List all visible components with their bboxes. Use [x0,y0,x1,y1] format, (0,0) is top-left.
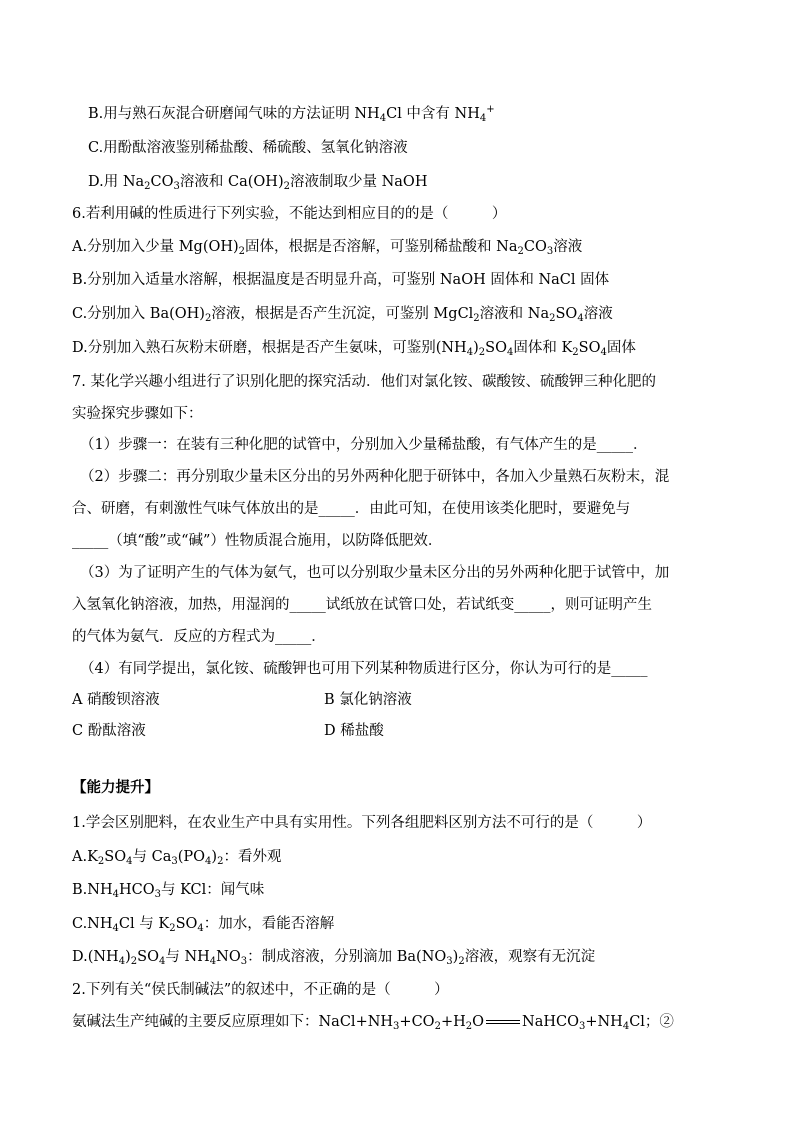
section-title: 【能力提升】 [72,779,159,796]
ap1-option-d: $D.(NH_4)_2SO_4$与 $NH_4NO_3$：制成溶液，分别滴加 $Ba(NO_3)_2$溶液，观察有无沉淀 [72,949,596,967]
q7-part4: （4）有同学提出，氯化铵、硫酸钾也可用下列某种物质进行区分，你认为可行的是_____ [80,661,648,677]
ap1-option-b: $B.NH_4HCO_3$与 KCl：闻气味 [72,882,265,900]
q7-part2-line1: （2）步骤二：再分别取少量未区分出的另外两种化肥于研钵中，各加入少量熟石灰粉末，混 [80,469,670,485]
ap1-option-a: $A.K_2SO_4$与 $Ca_3(PO_4)_2$：看外观 [72,849,282,867]
ap1-option-c: $C.NH_4Cl$ 与 $K_2SO_4$：加水，看能否溶解 [72,916,335,934]
q7-stem-line2: 实验探究步骤如下： [72,406,203,422]
ap2-stem: 2.下列有关“侯氏制碱法”的叙述中，不正确的是（ ） [72,982,449,998]
ap2-equation: 氨碱法生产纯碱的主要反应原理如下：$NaCl+NH_3+CO_2+H_2O$ $NaHCO_3+NH_4Cl$；② [72,1014,674,1032]
q7-option-a: A 硝酸钡溶液 [72,692,160,708]
q7-option-d: D 稀盐酸 [324,723,384,739]
q5-option-c: C.用酚酞溶液鉴别稀盐酸、稀硫酸、氢氧化钠溶液 [88,140,408,156]
ap1-stem: 1.学会区别肥料，在农业生产中具有实用性。下列各组肥料区别方法不可行的是（ ） [72,815,652,831]
q6-option-a: A.分别加入少量 $Mg(OH)_2$固体，根据是否溶解，可鉴别稀盐酸和 $Na_2CO_3$溶液 [72,239,583,257]
q6-stem: 6.若利用碱的性质进行下列实验，不能达到相应目的的是（ ） [72,206,507,222]
q7-option-b: B 氯化钠溶液 [324,692,412,708]
q7-part3-line2: 入氢氧化钠溶液，加热，用湿润的_____试纸放在试管口处，若试纸变_____，则可证明产生 [72,597,652,613]
q6-option-c: C.分别加入 $Ba(OH)_2$溶液，根据是否产生沉淀，可鉴别 MgCl$_2$溶液和 $Na_2SO_4$溶液 [72,306,613,324]
q7-part2-line3: _____（填“酸”或“碱”）性物质混合施用，以防降低肥效． [72,533,443,549]
q6-option-d: D.分别加入熟石灰粉末研磨，根据是否产生氨味，可鉴别$(NH_4)_2SO_4$固体和 $K_2SO_4$固体 [72,340,636,358]
q7-part3-line1: （3）为了证明产生的气体为氨气，也可以分别取少量未区分出的另外两种化肥于试管中，加 [80,565,670,581]
q5-option-d: D.用 $Na_2CO_3$溶液和 $Ca(OH)_2$溶液制取少量 NaOH [88,174,428,192]
q7-part3-line3: 的气体为氨气．反应的方程式为_____． [72,629,326,645]
q7-option-c: C 酚酞溶液 [72,723,146,739]
q6-option-b: B.分别加入适量水溶解，根据温度是否明显升高，可鉴别 NaOH 固体和 NaCl 固体 [72,272,610,288]
q7-part1: （1）步骤一：在装有三种化肥的试管中，分别加入少量稀盐酸，有气体产生的是_____． [80,437,648,453]
q7-stem-line1: 7. 某化学兴趣小组进行了识别化肥的探究活动．他们对氯化铵、碳酸铵、硫酸钾三种化肥的 [72,374,656,390]
q5-option-b: B.用与熟石灰混合研磨闻气味的方法证明 $NH_4Cl$ 中含有 $NH_4^+$ [88,104,495,124]
q7-part2-line2: 合、研磨，有刺激性气味气体放出的是_____．由此可知，在使用该类化肥时，要避免与 [72,501,631,517]
equals-sign [486,1020,520,1024]
